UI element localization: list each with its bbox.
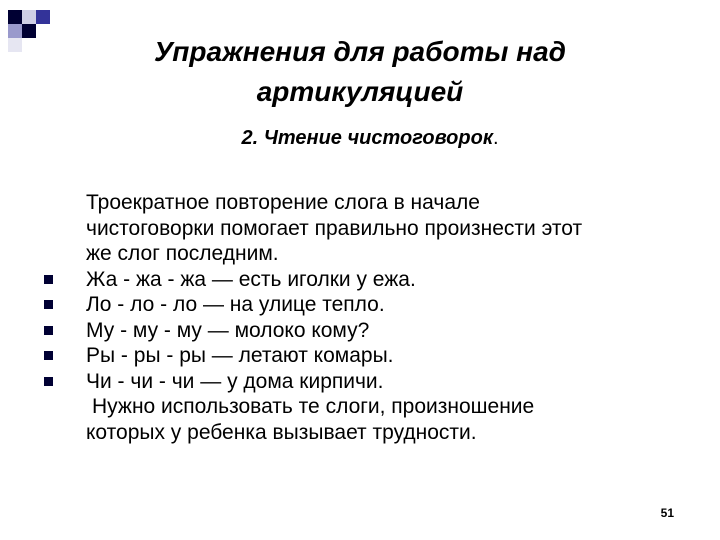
closing-line: которых у ребенка вызывает трудности.	[86, 420, 477, 444]
bullet-square-icon	[44, 377, 53, 386]
decor-square	[8, 24, 22, 38]
page-number: 51	[660, 506, 674, 520]
closing-line: Нужно использовать те слоги, произношение	[92, 395, 535, 418]
intro-line: чистоговорки помогает правильно произнести этот	[86, 216, 583, 240]
list-item	[86, 267, 686, 293]
list-item-text: Ло - ло - ло — на улице тепло.	[86, 293, 385, 316]
intro-line: Троекратное повторение слога в начале	[86, 191, 480, 214]
decor-square	[36, 10, 50, 24]
list-item	[86, 292, 686, 318]
bullet-square-icon	[44, 351, 53, 360]
list-item-text: Чи - чи - чи — у дома кирпичи.	[86, 369, 384, 393]
slide-subtitle	[140, 124, 600, 152]
decor-square	[8, 10, 22, 24]
list-item	[86, 343, 686, 369]
list-item-text: Ры - ры - ры — летают комары.	[86, 344, 394, 367]
list-item	[86, 318, 686, 344]
intro-line: же слог последним.	[86, 242, 279, 265]
slide-body	[86, 190, 686, 445]
decor-square	[22, 10, 36, 24]
list-item-text: Жа - жа - жа — есть иголки у ежа.	[86, 267, 416, 291]
decor-square	[22, 24, 36, 38]
subtitle-text: 2. Чтение чистоговорок	[241, 127, 493, 149]
list-item-text: Му - му - му — молоко кому?	[86, 318, 370, 342]
subtitle-period: .	[492, 127, 499, 149]
decor-square	[8, 38, 22, 52]
bullet-square-icon	[44, 300, 53, 309]
list-item	[86, 369, 686, 395]
title-line: Упражнения для работы над	[154, 36, 566, 67]
bullet-square-icon	[44, 275, 53, 284]
slide-title	[60, 32, 660, 112]
bullet-square-icon	[44, 326, 53, 335]
title-line: артикуляцией	[256, 76, 464, 107]
